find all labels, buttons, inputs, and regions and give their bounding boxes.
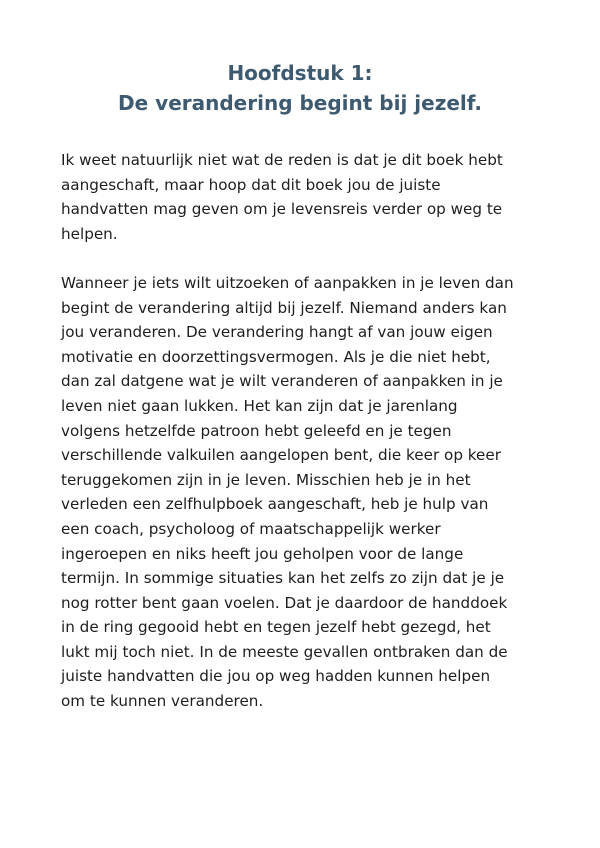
chapter-title-line-2: De verandering begint bij jezelf. [118,91,482,115]
paragraph-line: helpen. [61,224,118,243]
paragraph-line: handvatten mag geven om je levensreis verder op weg te [61,200,503,219]
paragraph-line: lukt mij toch niet. In de meeste gevallen ontbraken dan de [61,642,508,661]
paragraph-line: jou veranderen. De verandering hangt af van jouw eigen [61,323,493,342]
paragraph-line: teruggekomen zijn in je leven. Misschien heb je in het [61,470,471,489]
paragraph-line: een coach, psycholoog of maatschappelijk werker [61,519,441,538]
paragraph-line: verschillende valkuilen aangelopen bent, die keer op keer [61,446,501,465]
paragraph-line: in de ring gegooid hebt en tegen jezelf hebt gezegd, het [61,618,491,637]
paragraph-line: motivatie en doorzettingsvermogen. Als je die niet hebt, [61,347,491,366]
paragraph-line: Ik weet natuurlijk niet wat de reden is dat je dit boek hebt [61,151,503,169]
paragraph-1 [61,148,541,246]
chapter-title [0,58,600,118]
paragraph-line: begint de verandering altijd bij jezelf. Niemand anders kan [61,298,507,317]
paragraph-line: leven niet gaan lukken. Het kan zijn dat je jarenlang [61,396,458,415]
chapter-title-line-1: Hoofdstuk 1: [227,61,373,85]
paragraph-line: volgens hetzelfde patroon hebt geleefd en je tegen [61,421,452,440]
paragraph-line: dan zal datgene wat je wilt veranderen of aanpakken in je [61,372,503,391]
paragraph-line: juiste handvatten die jou op weg hadden kunnen helpen [61,667,491,686]
paragraph-line: ingeroepen en niks heeft jou geholpen voor de lange [61,544,464,563]
paragraph-line: nog rotter bent gaan voelen. Dat je daardoor de handdoek [61,593,508,612]
paragraph-line: om te kunnen veranderen. [61,692,264,711]
chapter-body [61,148,541,738]
paragraph-2 [61,271,541,714]
paragraph-line: aangeschaft, maar hoop dat dit boek jou de juiste [61,175,441,194]
paragraph-line: Wanneer je iets wilt uitzoeken of aanpakken in je leven dan [61,273,514,292]
paragraph-line: termijn. In sommige situaties kan het zelfs zo zijn dat je je [61,569,505,588]
paragraph-line: verleden een zelfhulpboek aangeschaft, heb je hulp van [61,495,489,514]
